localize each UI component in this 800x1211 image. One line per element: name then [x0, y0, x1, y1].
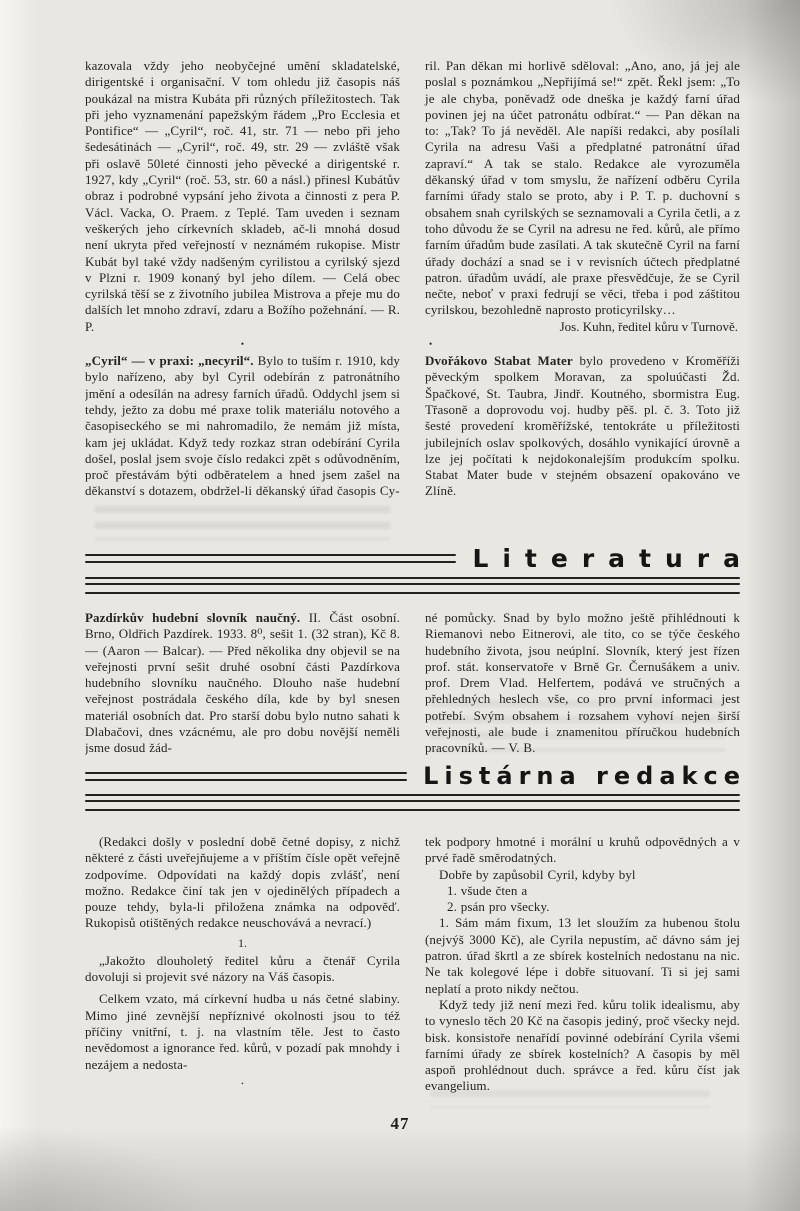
paragraph-tek-podpory: tek podpory hmotné i morální u kruhů odpovědných a v prvé řadě směrodatných. [425, 834, 740, 866]
letter-number: 1. [238, 935, 247, 950]
rule-line [85, 554, 456, 556]
literatura-left-column [85, 610, 400, 760]
header-left-rules [85, 554, 456, 563]
paragraph-dobre-by: Dobře by zapůsobil Cyril, kdyby byl [439, 866, 636, 882]
rule-line [85, 592, 740, 594]
paragraph-kdyz-tedy: Když tedy již není mezi řed. kůru tolik idealismu, aby to vyneslo těch 20 Kč na časopis jediný, proč všecky nejd. bisk. konsistoře nenařídí povinné odebírání Cyrila všemi farními úřady ze sbírek kostelních? A časopis by měl aspoň prohlédnout duch. správce a řed. kůru číst jak evangelium. [425, 996, 740, 1094]
paragraph-stabat-mater [425, 353, 740, 500]
paragraph-kubat: kazovala vždy jeho neobyčejné umění skladatelské, dirigentské i organisační. V tom ohledu již časopis náš poukázal na mistra Kubáta při různých příležitostech. Tak při jeho vyznamenání papežským řádem „Pro Ecclesia et Pontifice“ — „Cyril“, roč. 41, str. 71 — nebo při jeho šedesátinách — „Cyril“, roč. 49, str. 29 — zvláště však při oslavě 50leté činnosti jeho pěvecké a dirigentské r. 1927, kdy „Cyril“ (roč. 53, str. 60 a násl.) přinesl Kubátův obraz i podrobné vypsání jeho života a činnosti z pera P. Václ. Vacka, O. Praem. z Teplé. Tam uveden i seznam veškerých jeho církevních skladeb, ač-li mnohá dosud není ukryta před veřejností v neznámém rukopise. Mistr Kubát byl také vždy nadšeným cyrilistou a cyrilský sjezd v Plzni r. 1909 konaný byl jeho dílem. — Celá obec cyrilská těší se z životního jubilea Mistrova a přeje mu do dalších let mnoho zdraví, zdaru a Božího požehnání. — R. P. [85, 58, 400, 334]
list-item-1: 1. všude čten a [447, 882, 528, 898]
top-section [85, 58, 740, 532]
paragraph-cyril-v-praxi [85, 353, 400, 500]
paragraph-redakci: (Redakci došly v poslední době četné dopisy, z nichž některé z části uveřejňujeme a v příštím čísle opět veřejně zodpovíme. Odpovídati na každý dopis zvlášť, není možno. Redakce činí tak jen v ojedinělých případech a pouze tehdy, byla-li přiložena známka na odpověď. Rukopisů otištěných redakce neuschovává a nevrací.) [85, 834, 400, 931]
top-right-column [425, 58, 740, 532]
rule-line [85, 772, 407, 774]
header-under-rules [85, 794, 740, 811]
rule-line [85, 561, 456, 563]
header-under-rules [85, 577, 740, 594]
paragraph-body: bylo provedeno v Kroměříži pěveckým spolkem Moravan, za spoluúčasti Žd. Špačkové, St. Taubra, Jindř. Koutného, sbormistra Eug. Třasoně a doprovodu voj. hudby pěš. pl. č. 3. Toto již šesté provedení kroměřížské, tentokráte u příležitosti jubilejních oslav spolkových, dosáhlo vynikající úrovně a lze jej počítati k nejdokonalejším produkcím spolku. Stabat Mater bude v stejném obsazení opakováno ve Zlíně. [425, 353, 740, 499]
header-left-rules [85, 772, 407, 781]
paragraph-slovnik-cont: né pomůcky. Snad by bylo možno ještě přihlédnouti k Riemanovi nebo Eitnerovi, ale tito, co se týče českého hudebního života, jsou neúplní. Slovník, který jest řízen prof. stát. konservatoře v Brně Gr. Černušákem a univ. prof. Drem Vlad. Helfertem, podává ve stručných a přehledných heslech vše, co pro první informaci jest potřebí. Svým obsahem i rozsahem vyhoví nejen širší veřejnosti, ale bude i znamenitou příručkou hudebních pracovníků. — V. B. [425, 610, 740, 756]
ink-bleed-ghost [430, 700, 725, 752]
paragraph-slovnik [85, 610, 400, 757]
list-item-2: 2. psán pro všecky. [447, 899, 550, 915]
section-title: Listárna redakce [423, 762, 746, 790]
separator-dot-icon [425, 339, 740, 350]
paragraph-lead-bold: Dvořákovo Stabat Mater [425, 353, 573, 369]
bullet-glyph: • [240, 339, 245, 350]
rule-line [85, 583, 740, 585]
listarna-left-column [85, 834, 400, 1102]
rule-line [85, 577, 740, 579]
bullet-glyph: • [429, 339, 433, 350]
paragraph-body: Bylo to tuším r. 1910, kdy bylo nařízeno, aby byl Cyril odebírán z patronátního jmění a odesílán na adresy farních úřadů. Oddychl jsem si tehdy, ježto za dobu mé praxe tolik materiálu notového a časopiseckého se mi nahromadilo, že nemám již místa, kam jej ukládat. Když tedy rozkaz stran odebírání Cyrila došel, poslal jsem svoje číslo redakci zpět s odůvodněním, proč přestávám býti odběratelem a hned jsem zašel na děkanství s dotazem, obdržel-li děkanský úřad časopis Cy- [85, 353, 400, 499]
paragraph-celkem: Celkem vzato, má církevní hudba u nás četné slabiny. Mimo jiné zevnější nepříznivé okolnosti jsou to též příčiny vnitřní, t. j. na vlastním těle. Jest to často nevědomost a ignorance řed. kůrů, v pozadí pak mnohdy i nezájem a nedosta- [85, 991, 400, 1072]
listarna-section [85, 834, 740, 1102]
listarna-right-column [425, 834, 740, 1102]
header-row [85, 762, 746, 790]
paragraph-jakozto: „Jakožto dlouholetý ředitel kůru a čtenář Cyrila dovoluji si projevit své názory na Váš časopis. [85, 952, 400, 985]
paragraph-body: II. Část osobní. Brno, Oldřich Pazdírek. 1933. 8⁰, sešit 1. (32 stran), Kč 8.— (Aaron — Balcar). — Před několika dny objevil se na veřejnosti první sešit druhé osobní části Pazdírkova hudebního slovníku naučného. Dlouho naše hudební veřejnost postrádala českého díla, kde by byl snesen materiál osobních dat. Pro starší dobu bylo nutno sahati k Dlabačovi, dnes vzácnému, ale pro dobu novější neměli jsme dosud žád- [85, 610, 400, 756]
rule-line [85, 809, 740, 811]
paragraph-sam-mam: 1. Sám mám fixum, 13 let sloužím za hubenou štolu (nejvýš 3000 Kč), ale Cyrila nepustím, ač dávno sám jej patron. úřad škrtl a ze sbírek kostelních nedostanu na nic. Ne tak kolegové lépe i dobře situovaní. Ti si jej sami neplatí a proto nikdy nečtou. [425, 915, 740, 996]
page-number: 47 [390, 1114, 410, 1133]
top-left-column [85, 58, 400, 532]
header-row [85, 544, 754, 573]
signature-line: Jos. Kuhn, ředitel kůru v Turnově. [559, 318, 738, 334]
paragraph-lead-bold: Pazdírkův hudební slovník naučný. [85, 610, 301, 625]
rule-line [85, 794, 740, 796]
separator-dot-icon [85, 339, 400, 350]
ink-bleed-ghost [95, 506, 390, 540]
rule-line [85, 800, 740, 802]
paragraph-lead-bold: „Cyril“ — v praxi: „necyril“. [85, 353, 254, 369]
rule-line [85, 779, 407, 781]
section-title: Literatura [472, 544, 754, 573]
section-header-listarna [85, 762, 746, 811]
print-speck-dot: • [241, 1079, 244, 1088]
ink-bleed-ghost [430, 1090, 710, 1108]
section-header-literatura [85, 544, 754, 594]
paragraph-dekan: ril. Pan děkan mi horlivě sděloval: „Ano, ano, já jej ale poslal s poznámkou „Nepřijímá se!“ zpět. Řekl jsem: „To je ale chyba, poněvadž ode dneška je každý farní úřad povinen jej na účet patronátu odbírat.“ — Pan děkan na to: „Tak? To já nevěděl. Ale napíši redakci, aby posílali Cyrila na adresu Vaši a předplatné patronátní úřad zapraví.“ A tak se stalo. Redakce ale vyrozuměla děkanský úřad v tom smyslu, že nařízení odběru Cyrila farními úřady stalo se proto, aby i P. T. p. duchovní s obsahem snah cyrilských se seznamovali a Cyrila četli, a z toho důvodu že se Cyril na adresu ne řed. kůrů, ale přímo farním úřadům bude zasílati. A tak skutečně Cyril na farní úřady dochází a snad se i v revisních účtech předplatné patron. úřadům uvádí, ale praxe přesvědčuje, že se Cyril nečte, neboť v praxi fedrují se věci, třeba i pod záštitou cyrilskou, bezohledně naprosto proticyrilsky… [425, 58, 740, 318]
